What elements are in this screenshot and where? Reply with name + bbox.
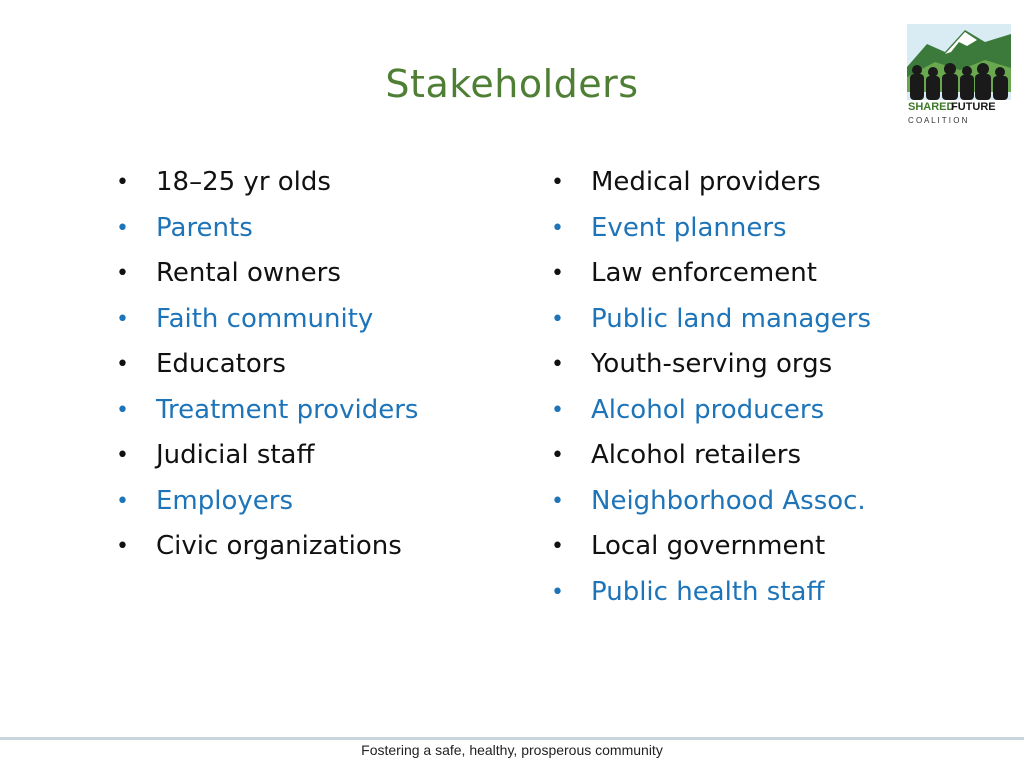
- list-item-label: Civic organizations: [156, 531, 402, 561]
- bullet-icon: •: [551, 397, 564, 423]
- bullet-icon: •: [116, 170, 129, 195]
- list-item-label: Event planners: [591, 212, 787, 243]
- shared-future-coalition-logo: [905, 22, 1013, 125]
- list-item-label: Public health staff: [591, 576, 825, 607]
- list-item: [551, 251, 871, 297]
- footer-tagline: Fostering a safe, healthy, prosperous community: [361, 742, 663, 758]
- list-item: [551, 388, 871, 434]
- list-item: [551, 524, 871, 570]
- list-item: [116, 524, 418, 570]
- footer-divider: [0, 737, 1024, 740]
- list-item: [551, 206, 871, 252]
- bullet-icon: •: [116, 397, 129, 423]
- list-item-label: Rental owners: [156, 258, 341, 288]
- slide-title: Stakeholders: [385, 62, 639, 106]
- list-item-label: Treatment providers: [156, 394, 419, 425]
- logo-word-shared: SHARED: [908, 101, 955, 113]
- bullet-icon: •: [551, 170, 564, 195]
- bullet-icon: •: [551, 306, 564, 332]
- bullet-icon: •: [116, 443, 129, 468]
- list-item-label: Medical providers: [591, 167, 821, 197]
- left-stakeholder-list: [116, 160, 418, 570]
- list-item: [116, 388, 418, 434]
- bullet-icon: •: [551, 215, 564, 241]
- bullet-icon: •: [551, 579, 564, 605]
- list-item-label: Alcohol retailers: [591, 440, 802, 470]
- list-item-label: Youth-serving orgs: [591, 349, 833, 379]
- bullet-icon: •: [116, 261, 129, 286]
- list-item-label: Employers: [156, 485, 294, 516]
- list-item-label: Alcohol producers: [591, 394, 825, 425]
- bullet-icon: •: [116, 306, 129, 332]
- bullet-icon: •: [551, 488, 564, 514]
- list-item: [551, 342, 871, 388]
- bullet-icon: •: [116, 534, 129, 559]
- list-item: [551, 570, 871, 616]
- list-item-label: Judicial staff: [156, 440, 315, 470]
- list-item-label: Parents: [156, 212, 253, 243]
- bullet-icon: •: [116, 352, 129, 377]
- bullet-icon: •: [116, 215, 129, 241]
- list-item-label: Educators: [156, 349, 286, 379]
- list-item-label: Law enforcement: [591, 258, 817, 288]
- list-item: [551, 433, 871, 479]
- list-item: [116, 206, 418, 252]
- list-item: [116, 479, 418, 525]
- list-item-label: Local government: [591, 531, 826, 561]
- bullet-icon: •: [551, 352, 564, 377]
- list-item: [116, 297, 418, 343]
- logo-word-future: FUTURE: [951, 101, 996, 113]
- list-item: [116, 342, 418, 388]
- list-item: [116, 433, 418, 479]
- bullet-icon: •: [116, 488, 129, 514]
- list-item-label: Neighborhood Assoc.: [591, 485, 866, 516]
- bullet-icon: •: [551, 261, 564, 286]
- bullet-icon: •: [551, 443, 564, 468]
- list-item-label: Faith community: [156, 303, 374, 334]
- list-item: [551, 479, 871, 525]
- list-item: [551, 297, 871, 343]
- right-stakeholder-list: [551, 160, 871, 615]
- list-item-label: Public land managers: [591, 303, 872, 334]
- list-item: [116, 251, 418, 297]
- list-item-label: 18–25 yr olds: [156, 167, 331, 197]
- list-item: [551, 160, 871, 206]
- list-item: [116, 160, 418, 206]
- logo-word-coalition: C O A L I T I O N: [908, 116, 968, 125]
- bullet-icon: •: [551, 534, 564, 559]
